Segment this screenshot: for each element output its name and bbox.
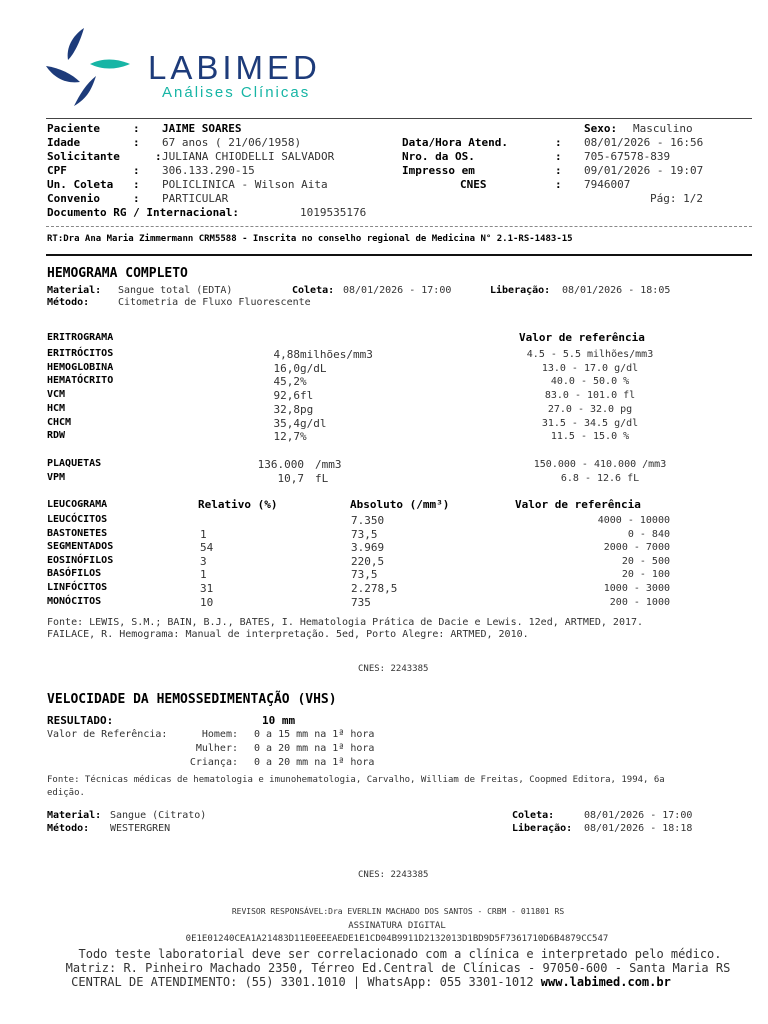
patient-nro-os: 705-67578-839	[584, 150, 671, 163]
colon: :	[133, 122, 140, 135]
rt-line: RT:Dra Ana Maria Zimmermann CRM5588 - Inscrita no conselho regional de Medicina N° 2.1-RS-1483-15	[47, 234, 573, 244]
relativo-header: Relativo (%)	[198, 498, 278, 511]
test-unit: /mm3	[315, 458, 342, 471]
leuco-relativo: 54	[200, 541, 214, 555]
footer-matriz: Matriz: R. Pinheiro Machado 2350, Térreo Ed.Central de Clínicas - 97050-600 - Santa Maria RS	[65, 961, 731, 975]
hemograma-metodo: Citometria de Fluxo Fluorescente	[118, 297, 311, 308]
leuco-name: MONÓCITOS	[47, 595, 102, 607]
test-unit: g/dl	[300, 416, 327, 430]
test-name: HEMATÓCRITO	[47, 375, 114, 387]
leuco-ref-header: Valor de referência	[515, 498, 641, 511]
hemograma-liberacao: 08/01/2026 - 18:05	[562, 285, 671, 296]
label-cnes: CNES	[460, 178, 487, 191]
test-unit: g/dL	[300, 361, 327, 375]
test-name: HCM	[47, 402, 66, 414]
label-liberacao: Liberação:	[490, 285, 551, 296]
header-divider-top	[46, 118, 752, 119]
vhs-label-liberacao: Liberação:	[512, 823, 573, 834]
footer-hash: 0E1E01240CEA1A21483D11E0EEEAEDE1E1CD04B9911D2132013D1BD9D5F7361710D6B4879CC547	[185, 934, 609, 944]
vhs-fonte-2: edição.	[47, 788, 85, 798]
leuco-reference: 0 - 840	[627, 528, 670, 540]
label-coleta: Un. Coleta	[47, 178, 114, 191]
leuco-reference: 4000 - 10000	[597, 515, 670, 526]
leuco-absoluto: 73,5	[351, 568, 378, 582]
vhs-label-material: Material:	[47, 810, 102, 821]
leuco-relativo: 1	[200, 527, 207, 541]
test-name: HEMOGLOBINA	[47, 361, 114, 373]
test-reference: 11.5 - 15.0 %	[550, 431, 630, 443]
hemograma-title: HEMOGRAMA COMPLETO	[47, 266, 188, 281]
patient-idade: 67 anos ( 21/06/1958)	[162, 136, 302, 149]
header-divider-bottom	[46, 254, 752, 256]
leuco-name: BASTONETES	[47, 527, 108, 539]
test-name: ERITRÓCITOS	[47, 348, 114, 359]
test-name: CHCM	[47, 416, 72, 428]
test-value: 92,6	[273, 389, 300, 403]
label-solicitante: Solicitante	[47, 150, 120, 163]
test-value: 4,88	[273, 348, 300, 361]
leuco-relativo: 1	[200, 568, 207, 582]
leuco-absoluto: 7.350	[351, 514, 385, 527]
patient-cpf: 306.133.290-15	[162, 164, 255, 177]
test-value: 16,0	[273, 361, 300, 375]
test-unit: pg	[300, 402, 314, 416]
vhs-metodo: WESTERGREN	[110, 823, 171, 834]
test-value: 12,7	[273, 430, 300, 444]
colon: :	[555, 150, 562, 163]
footer-aviso: Todo teste laboratorial deve ser correlacionado com a clínica e interpretado pelo médico.	[78, 947, 722, 961]
absoluto-header: Absoluto (/mm³)	[350, 498, 450, 511]
test-unit: fL	[315, 472, 329, 485]
patient-data-atend: 08/01/2026 - 16:56	[584, 136, 704, 149]
patient-coleta: POLICLINICA - Wilson Aita	[162, 178, 328, 191]
vhs-ref-value: 0 a 20 mm na 1ª hora	[254, 757, 375, 768]
leuco-reference: 20 - 500	[621, 555, 670, 567]
test-unit: %	[300, 375, 307, 389]
leuco-reference: 2000 - 7000	[603, 542, 670, 554]
test-reference: 4.5 - 5.5 milhões/mm3	[526, 349, 654, 360]
footer-revisor: REVISOR RESPONSÁVEL:Dra EVERLIN MACHADO DOS SANTOS - CRBM - 011801 RS	[231, 907, 565, 916]
vhs-ref-value: 0 a 20 mm na 1ª hora	[254, 743, 375, 754]
patient-name: JAIME SOARES	[162, 122, 242, 135]
patient-convenio: PARTICULAR	[162, 192, 229, 205]
test-value: 32,8	[273, 402, 300, 416]
footer-site-link[interactable]: www.labimed.com.br	[540, 975, 671, 989]
leuco-name: EOSINÓFILOS	[47, 554, 114, 566]
test-unit: fl	[300, 389, 314, 403]
colon: :	[133, 178, 140, 191]
leuco-absoluto: 735	[351, 595, 371, 609]
patient-cnes: 7946007	[584, 178, 631, 191]
label-paciente: Paciente	[47, 122, 100, 135]
vhs-label-coleta: Coleta:	[512, 810, 555, 821]
leuco-relativo: 31	[200, 582, 214, 595]
test-name: VCM	[47, 389, 66, 401]
colon: :	[133, 164, 140, 177]
hemograma-coleta: 08/01/2026 - 17:00	[343, 285, 452, 296]
label-coleta: Coleta:	[292, 285, 335, 296]
brand-subtitle: Análises Clínicas	[162, 84, 311, 101]
vhs-coleta: 08/01/2026 - 17:00	[584, 810, 693, 821]
footer-central	[0, 975, 742, 989]
leuco-reference: 1000 - 3000	[603, 583, 670, 594]
leuco-reference: 20 - 100	[621, 569, 670, 581]
vhs-resultado: 10 mm	[262, 714, 296, 727]
hemograma-cnes: CNES: 2243385	[358, 664, 429, 674]
vhs-material: Sangue (Citrato)	[110, 810, 207, 821]
test-reference: 13.0 - 17.0 g/dl	[541, 362, 639, 374]
test-value: 45,2	[273, 375, 300, 389]
leuco-absoluto: 3.969	[351, 541, 385, 555]
leuco-name: LEUCÓCITOS	[47, 514, 108, 525]
colon: :	[133, 192, 140, 205]
test-reference: 27.0 - 32.0 pg	[547, 403, 633, 415]
colon: :	[155, 150, 162, 163]
leuco-name: BASÓFILOS	[47, 568, 102, 580]
labimed-logo-mark	[44, 26, 134, 108]
vhs-fonte-1: Fonte: Técnicas médicas de hematologia e imunohematologia, Carvalho, William de Freitas, Coopmed Editora, 1994, 6a	[47, 775, 665, 785]
test-value: 35,4	[273, 416, 300, 430]
leuco-name: LINFÓCITOS	[47, 582, 108, 593]
hemograma-fonte-2: FAILACE, R. Hemograma: Manual de interpretação. 5ed, Porto Alegre: ARTMED, 2010.	[47, 629, 529, 640]
test-reference: 40.0 - 50.0 %	[550, 376, 630, 388]
leuco-absoluto: 2.278,5	[351, 582, 398, 595]
vhs-liberacao: 08/01/2026 - 18:18	[584, 823, 693, 834]
label-convenio: Convenio	[47, 192, 100, 205]
leuco-absoluto: 73,5	[351, 527, 378, 541]
leuco-absoluto: 220,5	[351, 554, 385, 568]
footer-central-text: CENTRAL DE ATENDIMENTO: (55) 3301.1010 | WhatsApp: 055 3301-1012	[71, 975, 534, 989]
page-number: Pág: 1/2	[650, 192, 703, 205]
test-unit: milhões/mm3	[300, 348, 373, 361]
vhs-cnes: CNES: 2243385	[358, 870, 429, 880]
label-cpf: CPF	[47, 164, 67, 177]
label-metodo: Método:	[47, 297, 90, 308]
label-impresso: Impresso em	[402, 164, 475, 177]
footer-assinatura: ASSINATURA DIGITAL	[348, 921, 446, 931]
test-name: RDW	[47, 430, 66, 442]
vhs-ref-who: Criança:	[189, 757, 238, 768]
vhs-title: VELOCIDADE DA HEMOSSEDIMENTAÇÃO (VHS)	[47, 692, 337, 707]
colon: :	[555, 178, 562, 191]
hemograma-material: Sangue total (EDTA)	[118, 285, 233, 296]
patient-impresso: 09/01/2026 - 19:07	[584, 164, 704, 177]
brand-name: LABIMED	[148, 49, 321, 86]
test-reference: 6.8 - 12.6 fL	[560, 473, 640, 484]
ref-header: Valor de referência	[519, 331, 645, 344]
label-nro-os: Nro. da OS.	[402, 150, 475, 163]
colon: :	[555, 136, 562, 149]
test-value: 136.000	[257, 458, 304, 471]
test-value: 10,7	[277, 472, 304, 485]
leuco-reference: 200 - 1000	[609, 596, 670, 608]
test-unit: %	[300, 430, 307, 444]
test-reference: 83.0 - 101.0 fl	[544, 390, 636, 402]
patient-documento: 1019535176	[300, 206, 367, 219]
label-idade: Idade	[47, 136, 81, 149]
colon: :	[555, 164, 562, 177]
test-name: VPM	[47, 472, 66, 483]
vhs-label-metodo: Método:	[47, 823, 90, 834]
label-documento: Documento RG / Internacional:	[47, 206, 240, 219]
vhs-ref-who: Mulher:	[195, 743, 238, 754]
vhs-ref-value: 0 a 15 mm na 1ª hora	[254, 729, 375, 740]
leuco-relativo: 3	[200, 554, 207, 568]
colon: :	[133, 136, 140, 149]
test-name: PLAQUETAS	[47, 458, 102, 469]
leuco-name: SEGMENTADOS	[47, 541, 114, 553]
label-material: Material:	[47, 285, 102, 296]
vhs-ref-who: Homem:	[201, 729, 238, 740]
label-resultado: RESULTADO:	[47, 714, 114, 727]
test-reference: 31.5 - 34.5 g/dl	[541, 417, 639, 429]
test-reference: 150.000 - 410.000 /mm3	[533, 459, 667, 470]
leucograma-header: LEUCOGRAMA	[47, 499, 108, 510]
eritrograma-header: ERITROGRAMA	[47, 332, 114, 343]
patient-sexo: Masculino	[633, 122, 693, 135]
label-sexo: Sexo:	[584, 122, 618, 135]
hemograma-fonte-1: Fonte: LEWIS, S.M.; BAIN, B.J., BATES, I. Hematologia Prática de Dacie e Lewis. 12ed, ARTMED, 2017.	[47, 617, 644, 628]
patient-solicitante: JULIANA CHIODELLI SALVADOR	[162, 150, 335, 163]
leuco-relativo: 10	[200, 595, 214, 609]
vhs-ref-label: Valor de Referência:	[47, 729, 168, 740]
label-data-atend: Data/Hora Atend.	[402, 136, 508, 149]
header-divider-dashed	[46, 226, 752, 227]
